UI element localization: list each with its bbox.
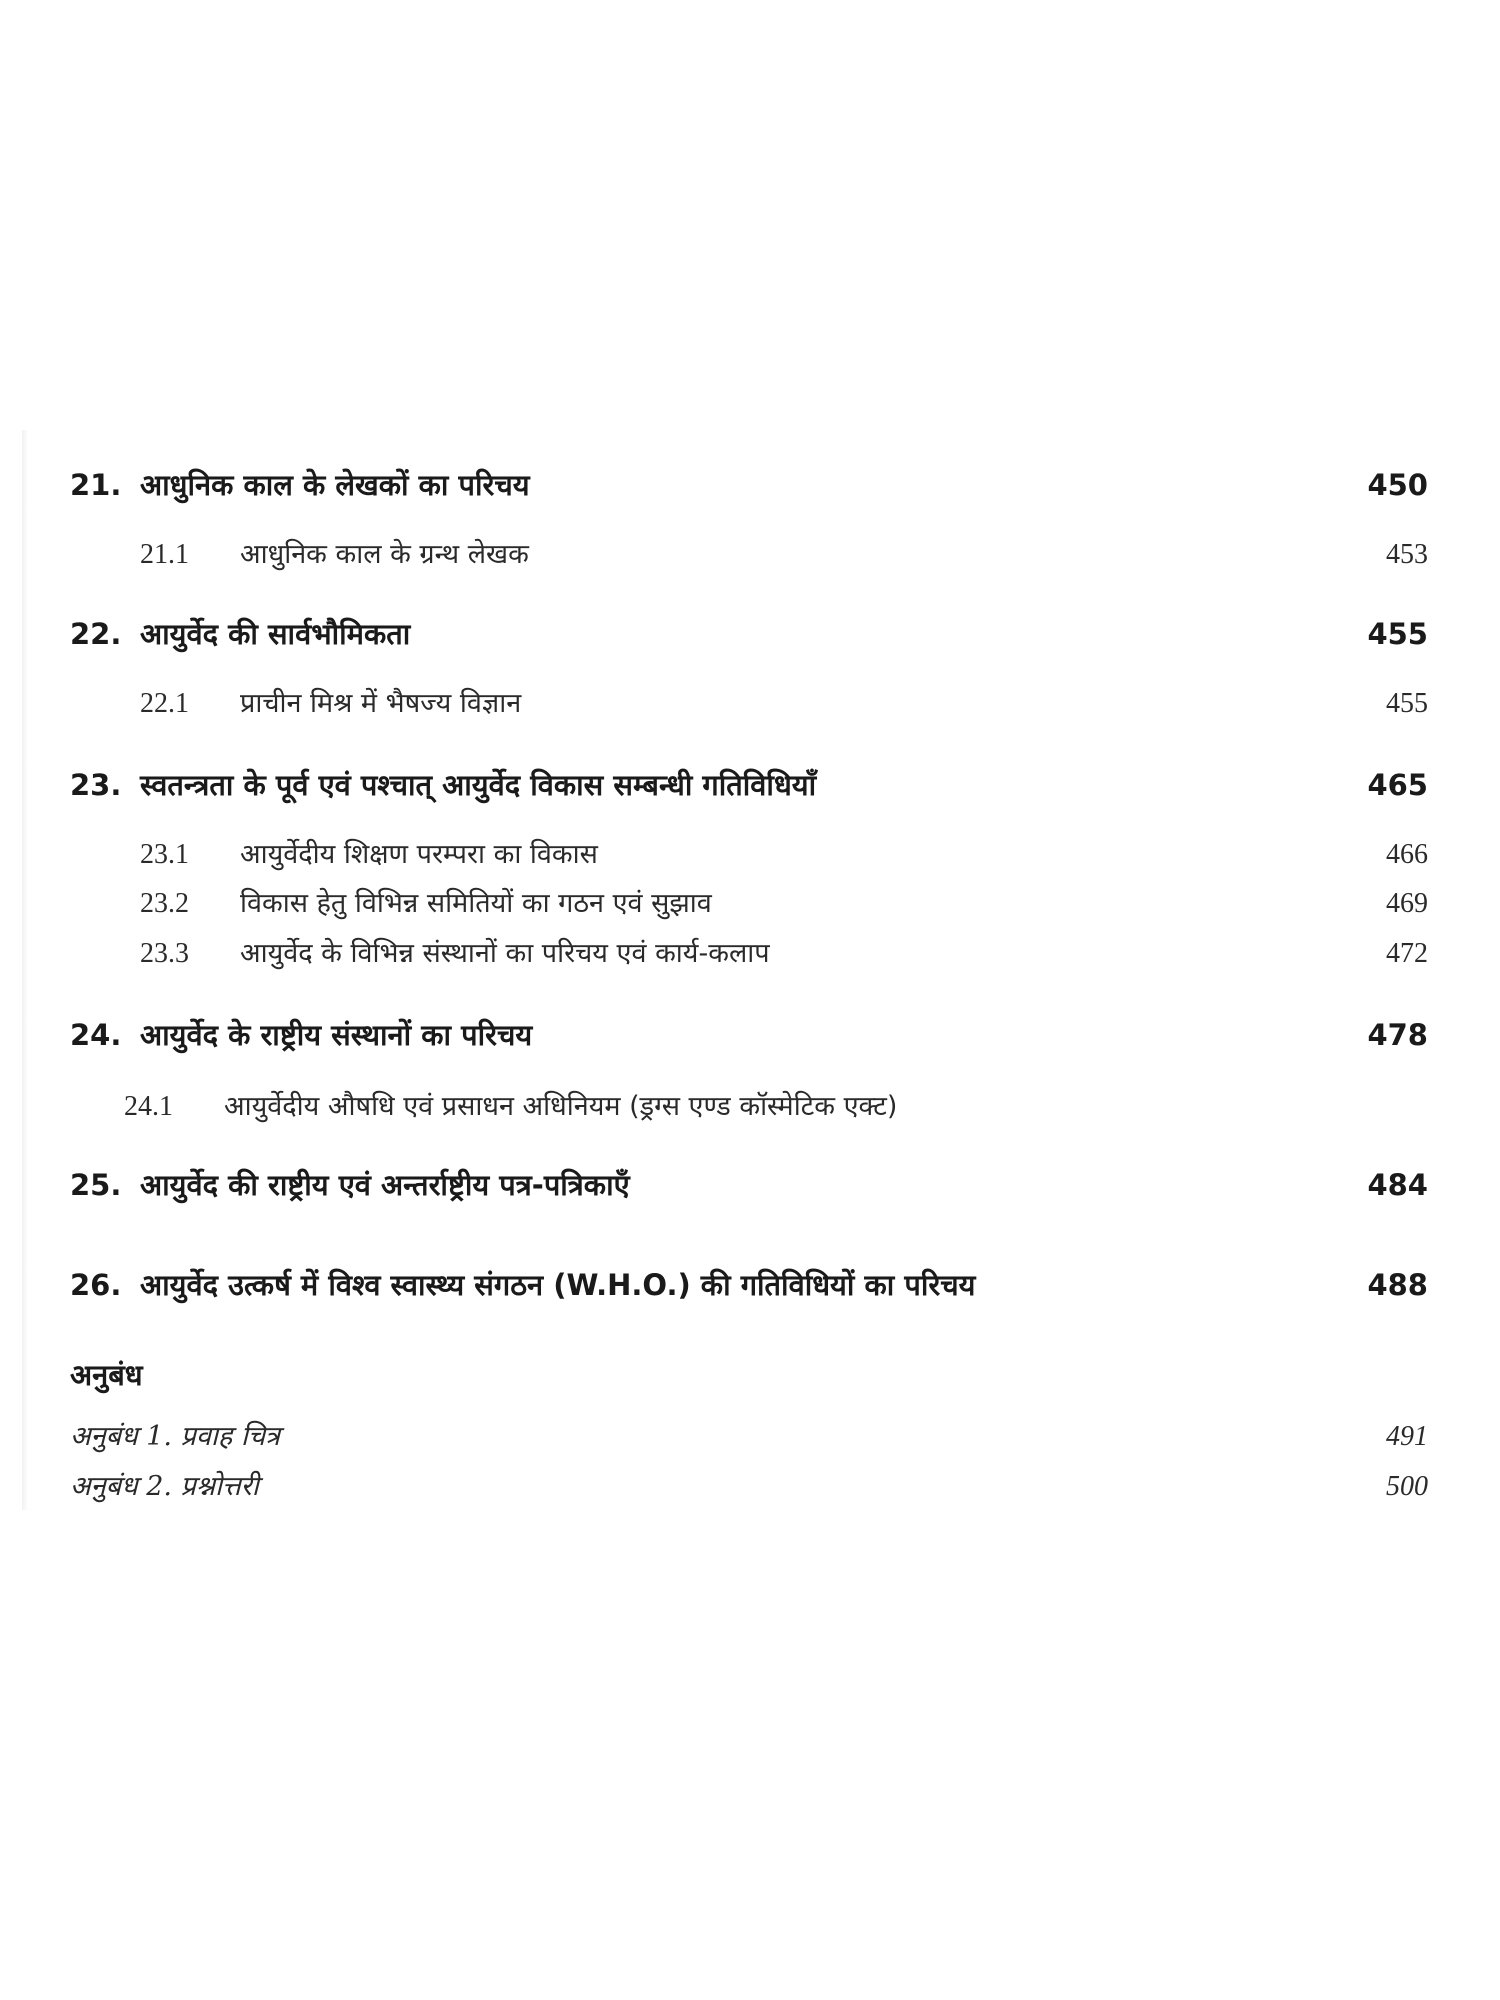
section-number: 23.3 [140, 938, 189, 969]
toc-section-23-2 [0, 877, 1500, 931]
toc-section-21-1 [0, 528, 1500, 582]
toc-chapter-23 [0, 758, 1500, 812]
toc-appendix-2 [0, 1460, 1500, 1514]
section-page-number: 466 [1386, 839, 1428, 870]
chapter-title: आधुनिक काल के लेखकों का परिचय [140, 468, 530, 502]
section-number: 23.2 [140, 888, 189, 919]
section-page-number: 469 [1386, 888, 1428, 919]
chapter-number: 23. [70, 768, 122, 802]
section-title: प्राचीन मिश्र में भैषज्य विज्ञान [240, 688, 522, 719]
toc-chapter-22 [0, 607, 1500, 661]
chapter-title: आयुर्वेद उत्कर्ष में विश्व स्वास्थ्य संगठन (W.H.O.) की गतिविधियों का परिचय [140, 1268, 976, 1302]
toc-chapter-24 [0, 1008, 1500, 1062]
appendix-page-number: 491 [1386, 1421, 1428, 1452]
chapter-number: 26. [70, 1268, 122, 1302]
toc-chapter-21 [0, 458, 1500, 512]
section-number: 24.1 [124, 1091, 173, 1122]
section-title: आयुर्वेदीय शिक्षण परम्परा का विकास [240, 839, 598, 870]
toc-section-23-1 [0, 828, 1500, 882]
section-title: विकास हेतु विभिन्न समितियों का गठन एवं सुझाव [240, 888, 712, 919]
chapter-title: आयुर्वेद की राष्ट्रीय एवं अन्तर्राष्ट्रीय पत्र-पत्रिकाएँ [140, 1168, 630, 1202]
chapter-page-number: 465 [1367, 768, 1428, 802]
chapter-page-number: 484 [1367, 1168, 1428, 1202]
toc-chapter-25 [0, 1158, 1500, 1212]
section-title: आयुर्वेद के विभिन्न संस्थानों का परिचय एवं कार्य-कलाप [240, 938, 770, 969]
section-title: आधुनिक काल के ग्रन्थ लेखक [240, 539, 529, 570]
appendix-heading: अनुबंध [70, 1358, 143, 1392]
toc-appendix-1 [0, 1410, 1500, 1464]
toc-section-22-1 [0, 677, 1500, 731]
section-page-number: 472 [1386, 938, 1428, 969]
toc-section-24-1 [0, 1080, 1500, 1134]
chapter-title: स्वतन्त्रता के पूर्व एवं पश्चात् आयुर्वेद विकास सम्बन्धी गतिविधियाँ [140, 768, 817, 802]
toc-chapter-26 [0, 1258, 1500, 1312]
section-page-number: 455 [1386, 688, 1428, 719]
appendix-page-number: 500 [1386, 1471, 1428, 1502]
section-title: आयुर्वेदीय औषधि एवं प्रसाधन अधिनियम (ड्रग्स एण्ड कॉस्मेटिक एक्ट) [224, 1091, 898, 1122]
chapter-page-number: 478 [1367, 1018, 1428, 1052]
appendix-title: अनुबंध 2. प्रश्नोत्तरी [70, 1471, 259, 1502]
chapter-page-number: 488 [1367, 1268, 1428, 1302]
chapter-number: 22. [70, 617, 122, 651]
section-page-number: 453 [1386, 539, 1428, 570]
chapter-title: आयुर्वेद के राष्ट्रीय संस्थानों का परिचय [140, 1018, 533, 1052]
toc-section-23-3 [0, 927, 1500, 981]
appendix-title: अनुबंध 1. प्रवाह चित्र [70, 1421, 280, 1452]
chapter-number: 25. [70, 1168, 122, 1202]
chapter-page-number: 450 [1367, 468, 1428, 502]
chapter-title: आयुर्वेद की सार्वभौमिकता [140, 617, 411, 651]
section-number: 23.1 [140, 839, 189, 870]
section-number: 22.1 [140, 688, 189, 719]
chapter-number: 21. [70, 468, 122, 502]
chapter-page-number: 455 [1367, 617, 1428, 651]
chapter-number: 24. [70, 1018, 122, 1052]
section-number: 21.1 [140, 539, 189, 570]
